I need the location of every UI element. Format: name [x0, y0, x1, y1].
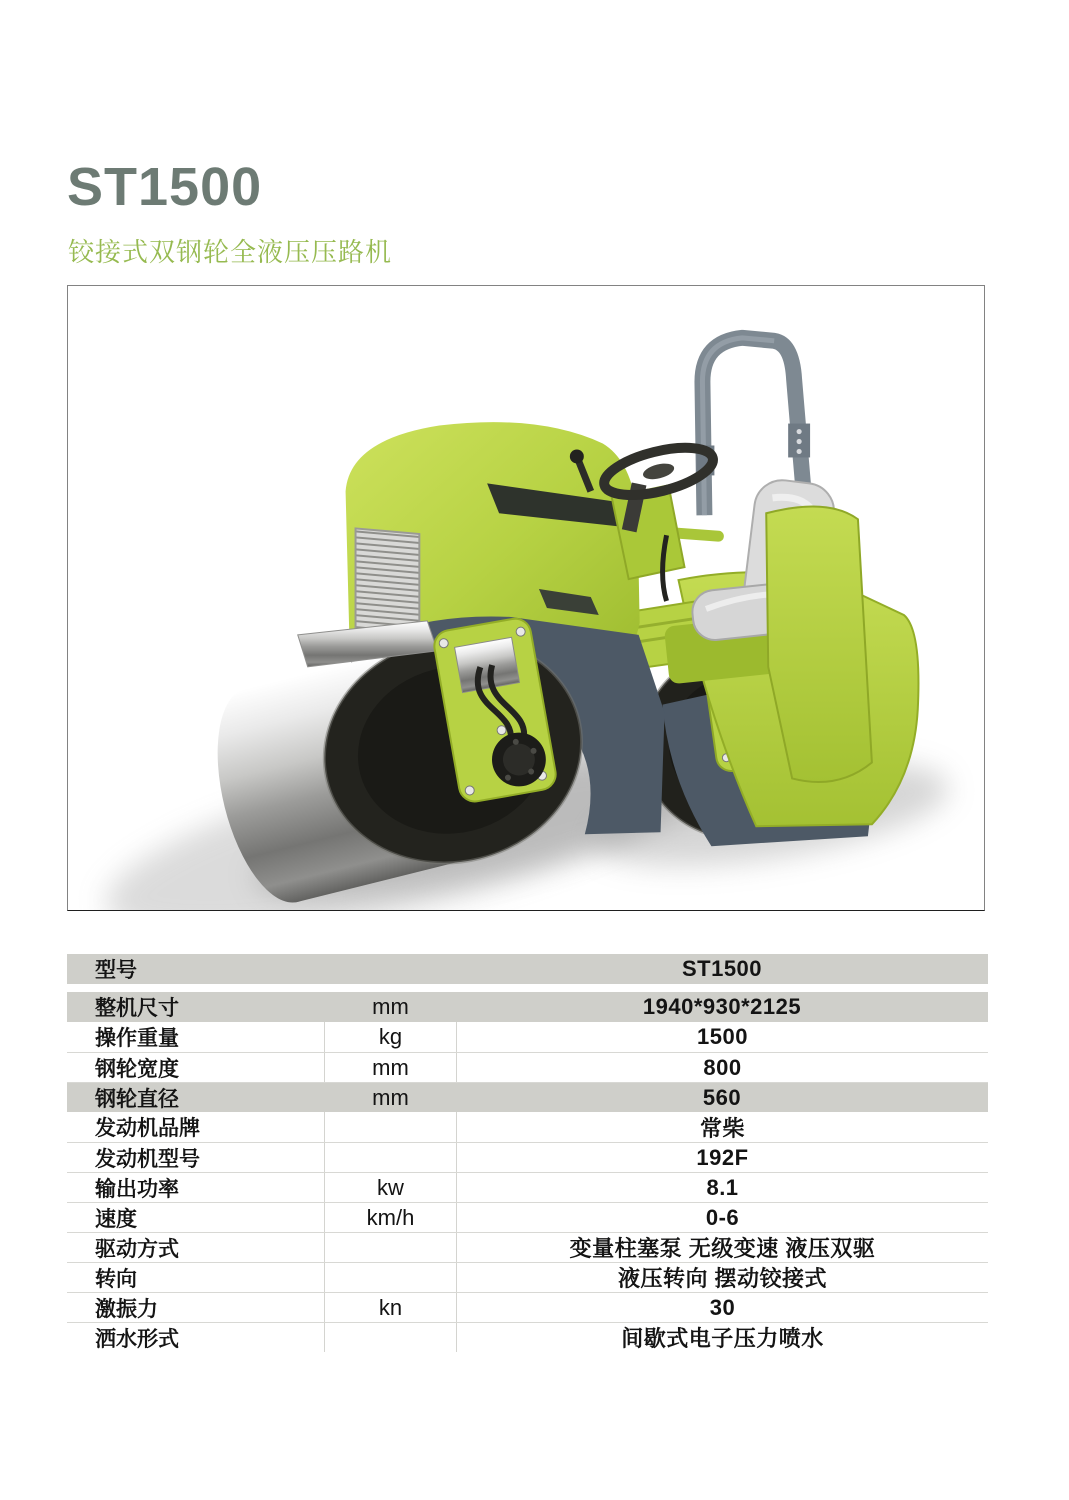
spec-value: 0-6: [705, 1204, 740, 1230]
road-roller-photo: [68, 286, 984, 910]
spec-row: [67, 1262, 988, 1292]
spec-value: 560: [702, 1084, 742, 1110]
spec-row: [67, 992, 988, 1022]
spec-unit: [325, 1112, 457, 1142]
spec-value: 8.1: [706, 1174, 739, 1200]
spec-value: 间歇式电子压力喷水: [621, 1326, 824, 1351]
spec-row: [67, 1112, 988, 1142]
spec-label: 钢轮直径: [95, 1087, 179, 1111]
spec-label: 转向: [67, 1263, 325, 1292]
spec-unit: kw: [325, 1173, 457, 1202]
spec-unit: [325, 1263, 457, 1292]
spec-unit: mm: [372, 994, 409, 1019]
spec-unit: km/h: [325, 1203, 457, 1232]
spec-unit: [325, 954, 456, 984]
spec-row: [67, 1232, 988, 1262]
spec-unit: [325, 1233, 457, 1262]
spec-label: 钢轮宽度: [67, 1053, 325, 1082]
spec-label: 发动机品牌: [67, 1112, 325, 1142]
spec-value: 192F: [696, 1144, 749, 1170]
spec-row: [67, 1322, 988, 1352]
spec-row: [67, 1142, 988, 1172]
spec-row: [67, 1202, 988, 1232]
product-photo-frame: [67, 285, 985, 911]
spec-value: 常柴: [699, 1115, 745, 1141]
spec-unit: [325, 1143, 457, 1172]
spec-label: 速度: [67, 1203, 325, 1232]
spec-label: 操作重量: [67, 1022, 325, 1052]
spec-value: 30: [709, 1294, 736, 1320]
spec-value: ST1500: [681, 956, 763, 981]
spec-value: 变量柱塞泵 无级变速 液压双驱: [569, 1236, 876, 1261]
spec-value: 液压转向 摆动铰接式: [617, 1266, 828, 1291]
spec-value: 1500: [697, 1024, 748, 1049]
spec-label: 整机尺寸: [95, 997, 179, 1020]
spec-row: [67, 1292, 988, 1322]
spec-unit: kn: [325, 1293, 457, 1322]
spec-label: 型号: [95, 959, 137, 982]
spec-unit: kg: [325, 1022, 457, 1052]
spec-label: 驱动方式: [67, 1233, 325, 1262]
spec-label: 激振力: [67, 1293, 325, 1322]
spec-label: 输出功率: [67, 1173, 325, 1202]
spec-value: 1940*930*2125: [642, 994, 802, 1019]
spec-row: [67, 1022, 988, 1052]
spec-row: [67, 1172, 988, 1202]
page-subtitle: 铰接式双钢轮全液压压路机: [68, 237, 393, 267]
spec-label: 发动机型号: [67, 1143, 325, 1172]
spec-row: [67, 954, 988, 984]
spec-row: [67, 1082, 988, 1112]
spec-table: [67, 954, 988, 1352]
spec-unit: [325, 1323, 457, 1352]
spec-row: [67, 1052, 988, 1082]
spec-unit: mm: [372, 1084, 409, 1110]
spec-unit: mm: [325, 1053, 457, 1082]
spec-value: 800: [703, 1054, 742, 1080]
spec-label: 洒水形式: [67, 1323, 325, 1352]
page-title: ST1500: [67, 157, 263, 217]
